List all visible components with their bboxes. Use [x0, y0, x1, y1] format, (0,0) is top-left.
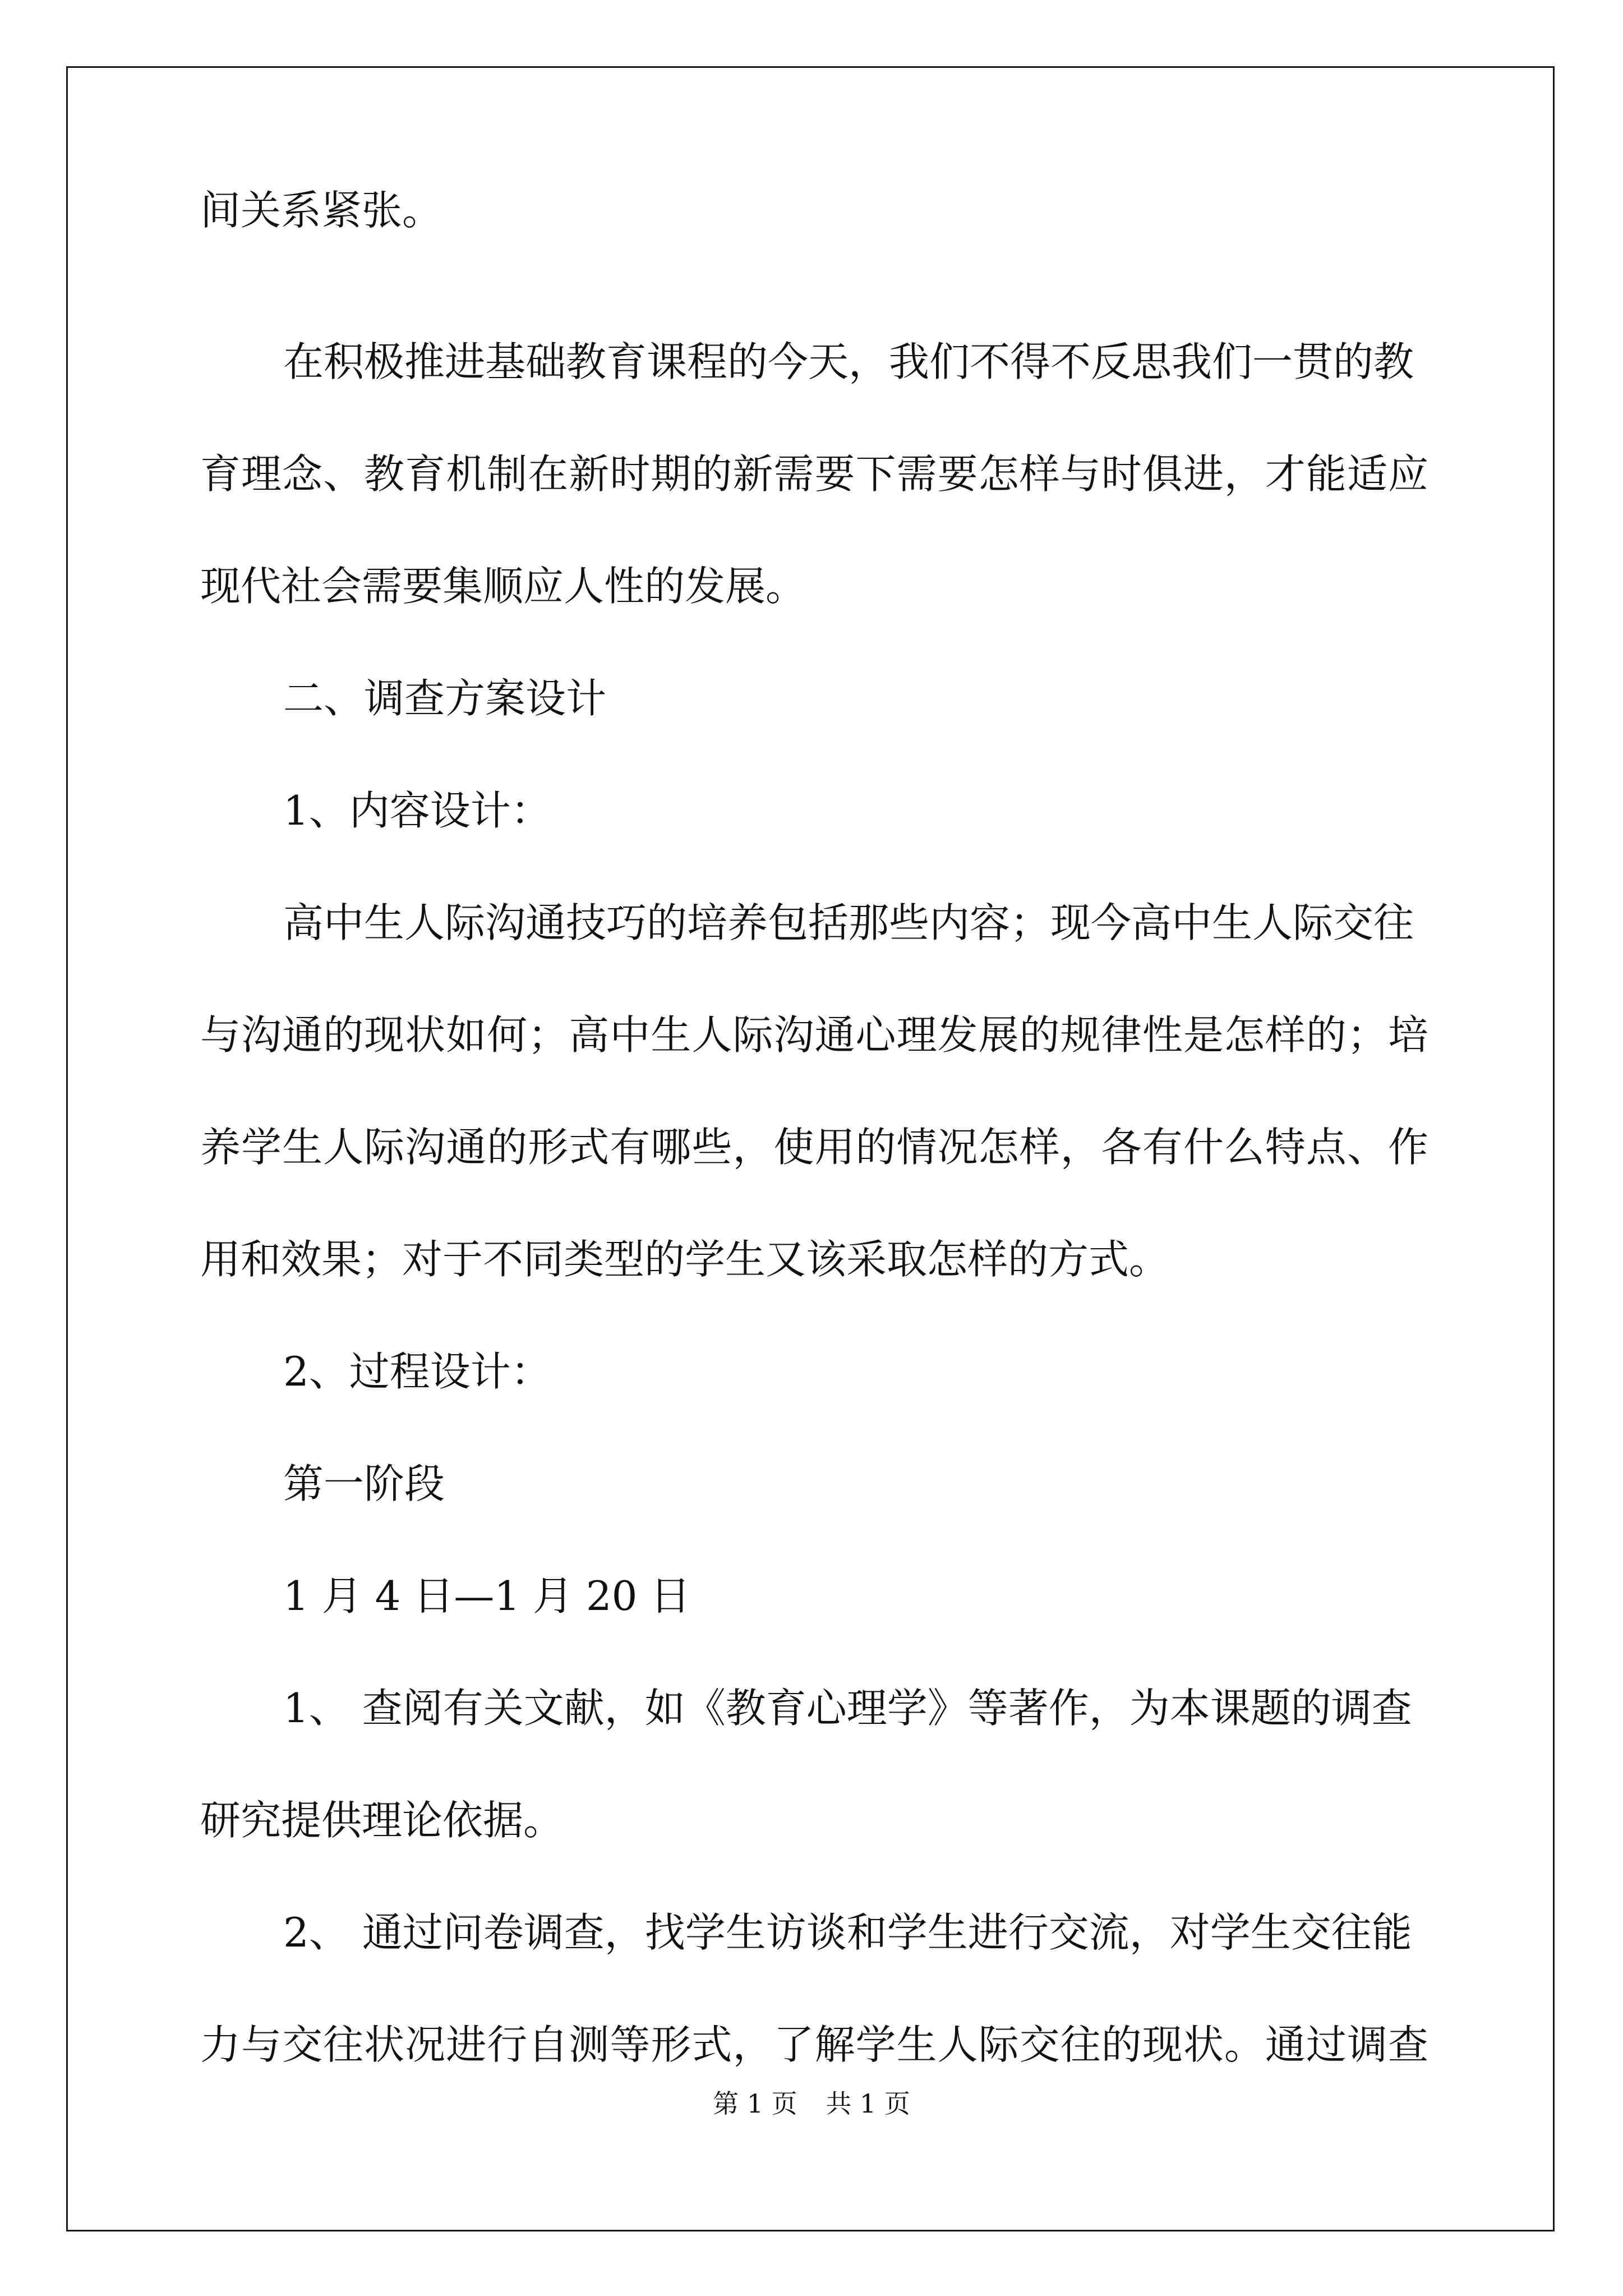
text-line: 养学生人际沟通的形式有哪些，使用的情况怎样，各有什么特点、作 — [200, 1124, 1428, 1171]
text-line: 2、 通过问卷调查，找学生访谈和学生进行交流，对学生交往能 — [283, 1909, 1412, 1956]
page-number: 第 1 页 — [713, 2088, 797, 2119]
subsection-heading: 2、过程设计： — [283, 1348, 551, 1395]
text-line: 现代社会需要集顺应人性的发展。 — [200, 563, 806, 610]
text-line: 第一阶段 — [283, 1460, 445, 1507]
text-line: 在积极推进基础教育课程的今天，我们不得不反思我们一贯的教 — [283, 338, 1414, 385]
text-line: 与沟通的现状如何；高中生人际沟通心理发展的规律性是怎样的；培 — [200, 1011, 1428, 1059]
subsection-heading: 1、内容设计： — [283, 787, 551, 834]
text-line: 高中生人际沟通技巧的培养包括那些内容；现今高中生人际交往 — [283, 899, 1414, 946]
text-line: 间关系紧张。 — [200, 187, 443, 234]
text-line: 力与交往状况进行自测等形式，了解学生人际交往的现状。通过调查 — [200, 2021, 1428, 2068]
text-line: 育理念、教育机制在新时期的新需要下需要怎样与时俱进，才能适应 — [200, 450, 1428, 498]
text-line: 研究提供理论依据。 — [200, 1797, 564, 1844]
text-line: 1、 查阅有关文献，如《教育心理学》等著作，为本课题的调查 — [283, 1685, 1412, 1732]
page-footer — [0, 2087, 1623, 2120]
page-total: 共 1 页 — [826, 2088, 910, 2119]
text-line: 用和效果；对于不同类型的学生又该采取怎样的方式。 — [200, 1236, 1170, 1283]
date-range: 1 月 4 日—1 月 20 日 — [283, 1572, 691, 1619]
section-heading: 二、调查方案设计 — [283, 675, 607, 722]
